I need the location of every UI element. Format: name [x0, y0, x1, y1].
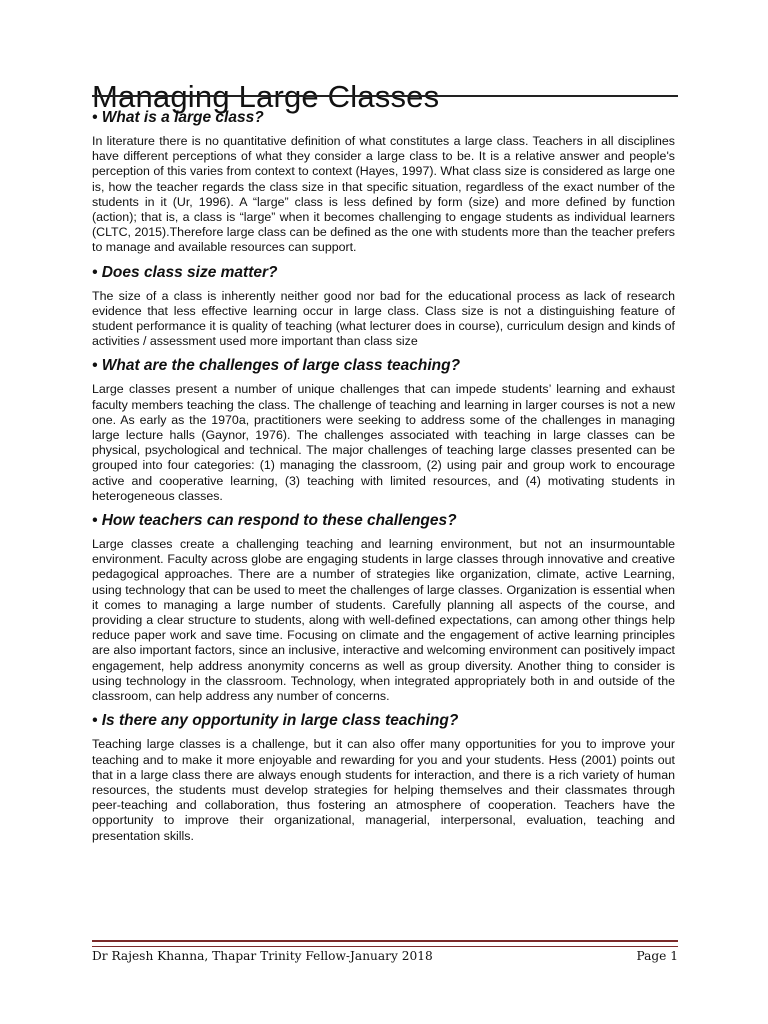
title-divider — [92, 95, 678, 97]
section-heading: • Does class size matter? — [92, 263, 278, 281]
page-title: Managing Large Classes — [92, 78, 440, 114]
section-heading: • What are the challenges of large class teaching? — [92, 357, 461, 375]
section-paragraph: Large classes present a number of unique challenges that can impede students’ learning and exhaust faculty members teaching the class. The challenge of teaching and learning in larger courses is not a new one. As early as the 1970a, practitioners were seeking to address some of the challenges in managing large lecture halls (Gaynor, 1976). The challenges associated with teaching in large classes can be physical, psychological and technical. The major challenges of teaching large classes presented can be grouped into four categories: (1) managing the classroom, (2) using pair and group work to encourage active and cooperative learning, (3) teaching with limited resources, and (4) motivating students in heterogeneous classes. — [92, 382, 675, 503]
section-heading: • What is a large class? — [92, 109, 264, 126]
section-what-is-large-class — [92, 108, 675, 256]
section-heading: • Is there any opportunity in large class teaching? — [92, 712, 459, 730]
section-opportunity — [92, 711, 675, 843]
footer-divider — [92, 940, 678, 947]
section-paragraph: Large classes create a challenging teaching and learning environment, but not an insurmountable environment. Faculty across globe are engaging students in large classes through innovative and creative pedagogical approaches. There are a number of strategies like organization, climate, active Learning, using technology that can be used to meet the challenges of large classes. Organization is essential when it comes to managing a large number of students. Carefully planning all aspects of the course, and providing a clear structure to students, along with well-defined expectations, can among other things help reduce paper work and save time. Focusing on climate and the engagement of active learning principles are also important factors, since an inclusive, interactive and welcoming environment can positively impact engagement, help address anonymity concerns as well as group diversity. Another thing to consider is using technology in the classroom. Technology, when integrated appropriately both in and outside of the classroom, can help address any number of concerns. — [92, 537, 675, 704]
section-paragraph: The size of a class is inherently neither good nor bad for the educational process as lack of research evidence that less effective learning occur in large class. Class size is not a distinguishing feature of student performance it is quality of teaching (what lecturer does in course), curriculum design and kinds of activities / assessment used more important than class size — [92, 288, 675, 349]
document-body — [92, 108, 675, 851]
section-paragraph: Teaching large classes is a challenge, but it can also offer many opportunities for you to improve your teaching and to make it more enjoyable and rewarding for you and your students. Hess (2001) points out that in a large class there are always enough students for interaction, and there is a rich variety of human resources, the students must develop strategies for helping themselves and their classmates through peer-teaching and collaboration, thus fostering an atmosphere of cooperation. Teachers have the opportunity to improve their organizational, managerial, interpersonal, evaluation, teaching and presentation skills. — [92, 737, 675, 843]
section-challenges — [92, 356, 675, 504]
page-number: Page 1 — [636, 949, 678, 963]
section-paragraph: In literature there is no quantitative definition of what constitutes a large class. Teachers in all disciplines have different perceptions of what they consider a large class to be. It is a relative answer and people's perception of this varies from context to context (Hayes, 1997). What class size is considered as large one is, how the teacher regards the class size in that specific situation, regardless of the exact number of the students in it (Ur, 1996). A “large” class is less defined by form (size) and more defined by function (action); that is, a class is “large” when it becomes challenging to engage students as individual learners (CLTC, 2015).Therefore large class can be defined as the one with students more than the teacher prefers to manage and available resources can support. — [92, 134, 675, 255]
section-respond-to-challenges — [92, 511, 675, 704]
section-class-size-matter — [92, 263, 675, 350]
footer-author: Dr Rajesh Khanna, Thapar Trinity Fellow-January 2018 — [92, 949, 433, 963]
section-heading: • How teachers can respond to these challenges? — [92, 512, 457, 530]
